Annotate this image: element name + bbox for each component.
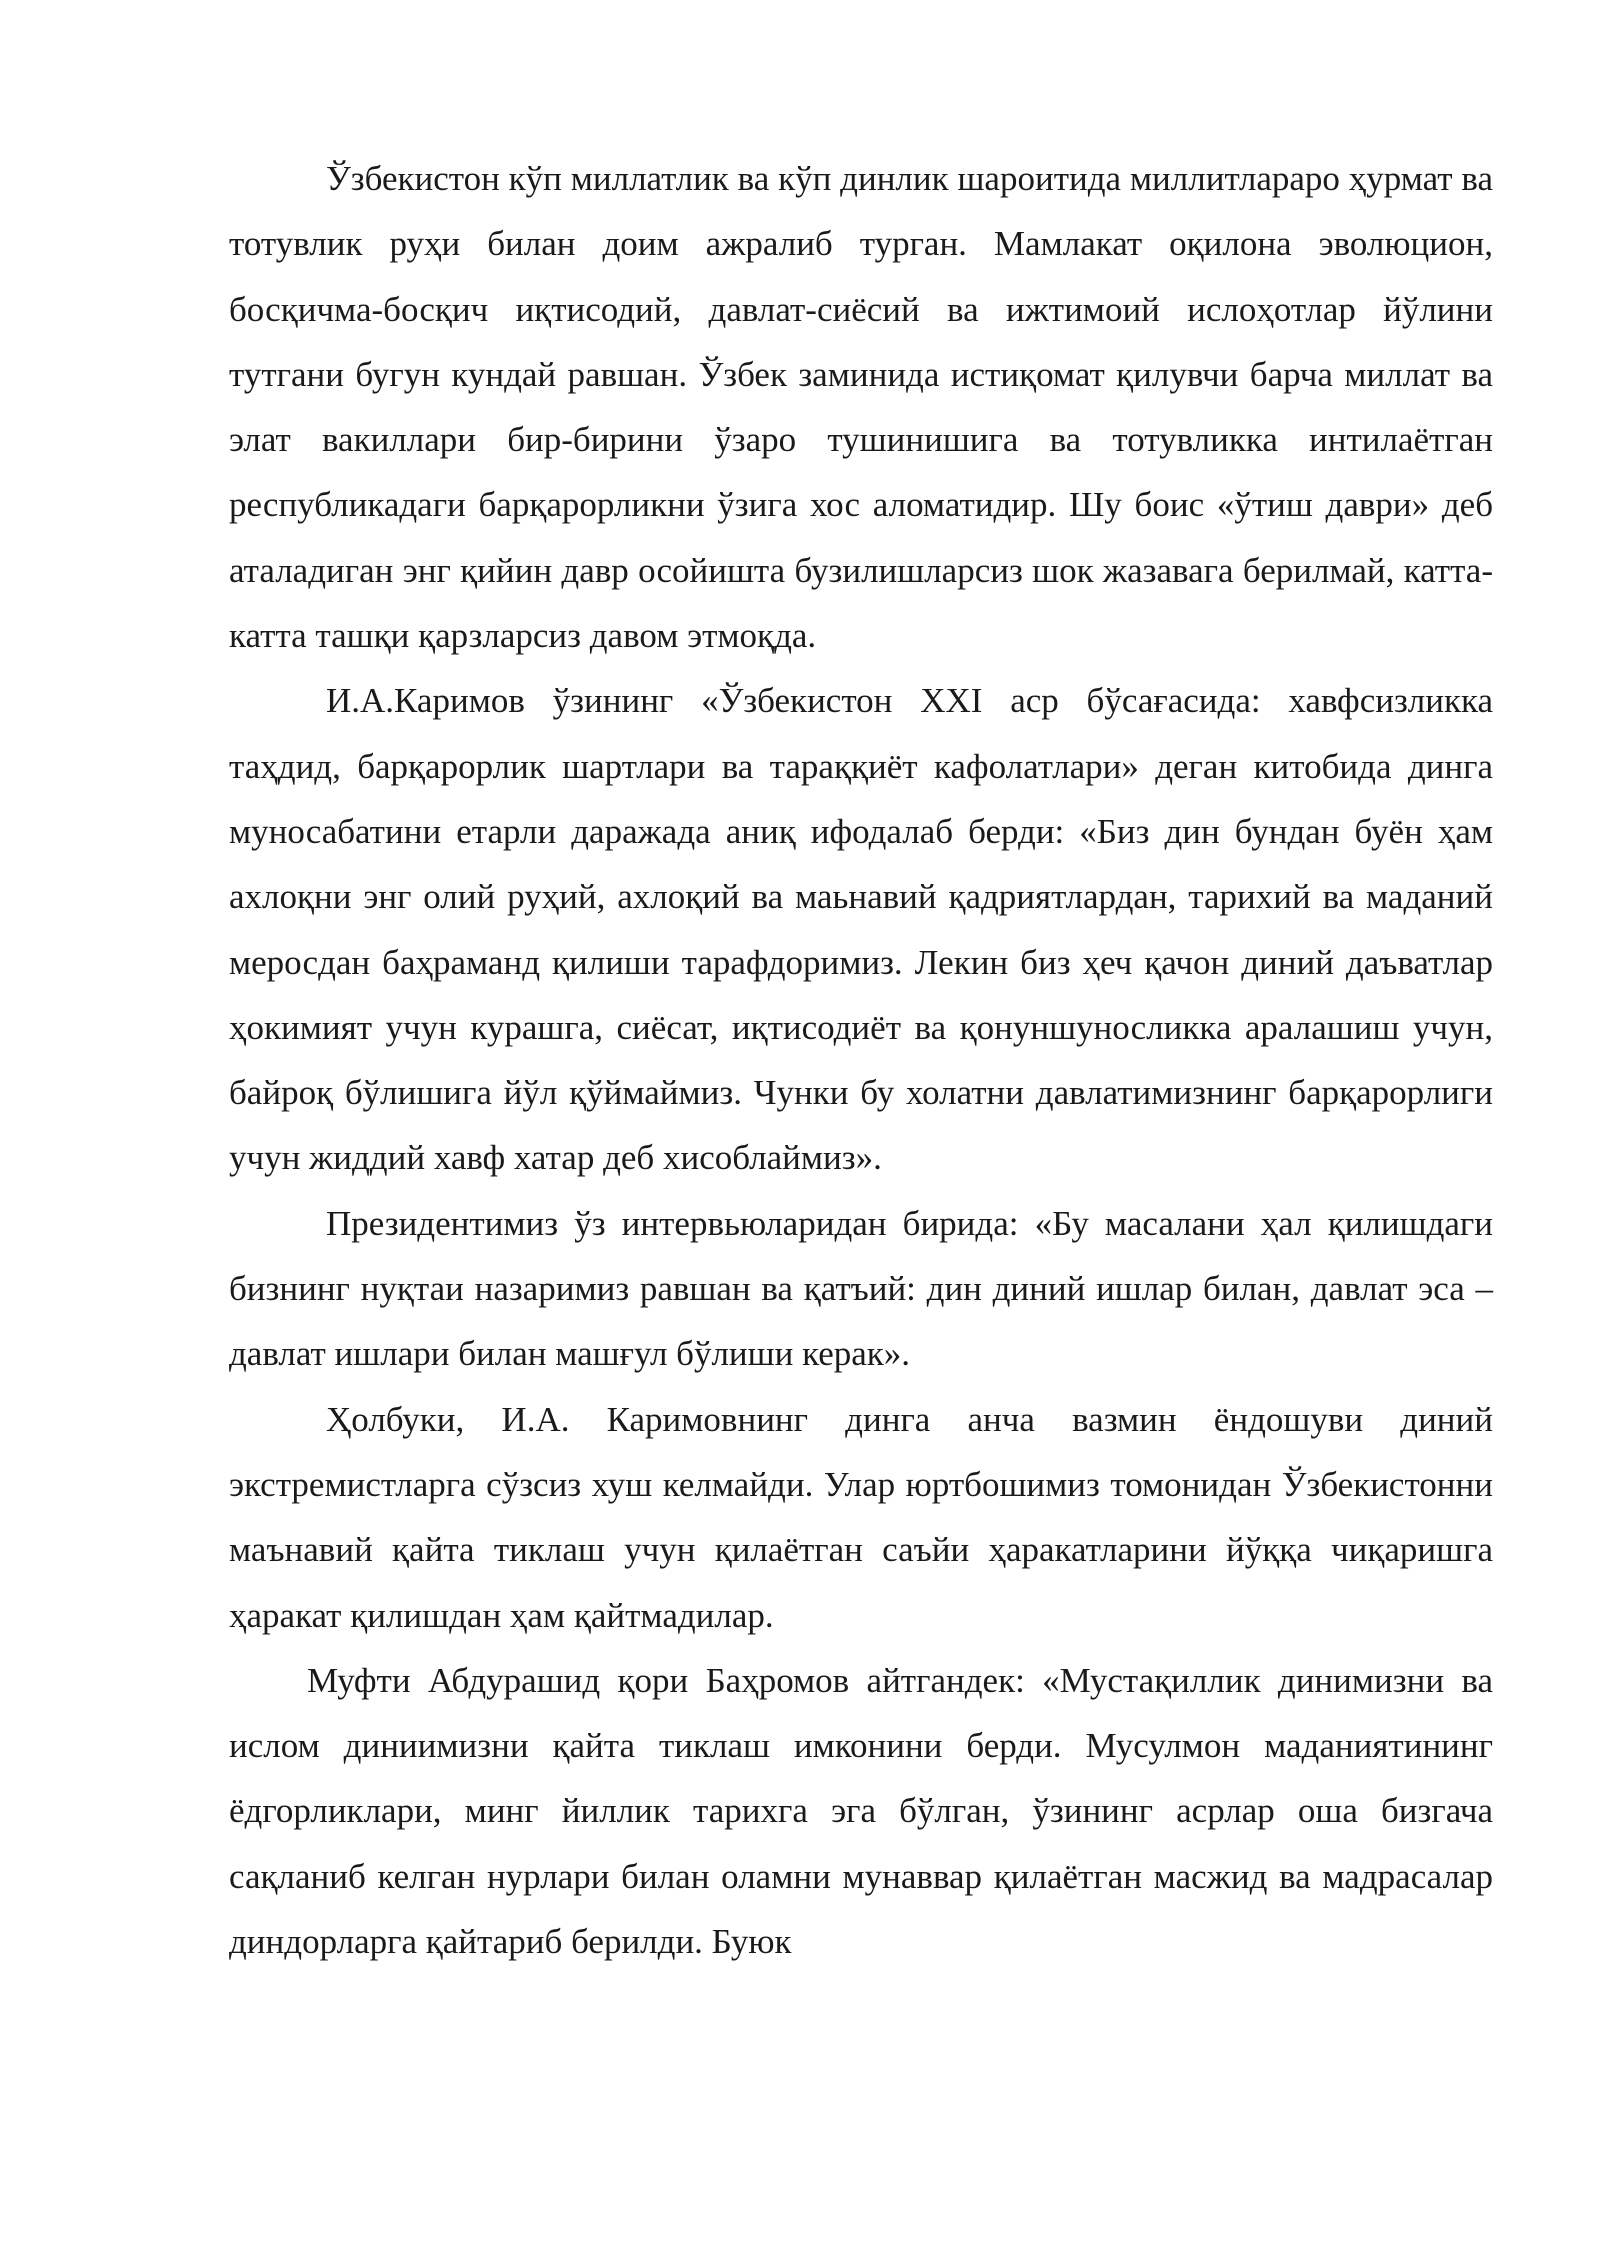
paragraph-1: Ўзбекистон кўп миллатлик ва кўп динлик шароитида миллитлараро ҳурмат ва тотувлик руҳи билан доим ажралиб турган. Мамлакат оқилона эволюцион, босқичма-босқич иқтисодий, давлат-сиёсий ва ижтимоий ислоҳотлар йўлини тутгани бугун кундай равшан. Ўзбек заминида истиқомат қилувчи барча миллат ва элат вакиллари бир-бирини ўзаро тушинишига ва тотувликка интилаётган республикадаги барқарорликни ўзига хос аломатидир. Шу боис «ўтиш даври» деб аталадиган энг қийин давр осойишта бузилишларсиз шок жазавага берилмай, катта-катта ташқи қарзларсиз давом этмоқда.: [229, 159, 1493, 656]
paragraph-3: Президентимиз ўз интервьюларидан бирида: «Бу масалани ҳал қилишдаги бизнинг нуқтаи назаримиз равшан ва қатъий: дин диний ишлар билан, давлат эса –давлат ишлари билан машғул бўлиши керак».: [229, 1203, 1493, 1374]
document-body: [229, 146, 1493, 1974]
paragraph-5: Муфти Абдурашид қори Баҳромов айтгандек: «Мустақиллик динимизни ва ислом диниимизни қайта тиклаш имконини берди. Мусулмон маданиятининг ёдгорликлари, минг йиллик тарихга эга бўлган, ўзининг асрлар оша бизгача сақланиб келган нурлари билан оламни мунаввар қилаётган масжид ва мадрасалар диндорларга қайтариб берилди. Буюк: [229, 1660, 1493, 1962]
paragraph-4: Ҳолбуки, И.А. Каримовнинг динга анча вазмин ёндошуви диний экстремистларга сўзсиз хуш келмайди. Улар юртбошимиз томонидан Ўзбекистонни маънавий қайта тиклаш учун қилаётган саъйи ҳаракатларини йўққа чиқаришга ҳаракат қилишдан ҳам қайтмадилар.: [229, 1399, 1493, 1635]
paragraph-2: И.А.Каримов ўзининг «Ўзбекистон XXI аср бўсағасида: хавфсизликка таҳдид, барқарорлик шартлари ва тараққиёт кафолатлари» деган китобида динга муносабатини етарли даражада аниқ ифодалаб берди: «Биз дин бундан буён ҳам ахлоқни энг олий руҳий, ахлоқий ва маьнавий қадриятлардан, тарихий ва маданий меросдан баҳраманд қилиши тарафдоримиз. Лекин биз ҳеч қачон диний даъватлар ҳокимият учун курашга, сиёсат, иқтисодиёт ва қонуншуносликка аралашиш учун, байроқ бўлишига йўл қўймаймиз. Чунки бу холатни давлатимизнинг барқарорлиги учун жиддий хавф хатар деб хисоблаймиз».: [229, 681, 1493, 1178]
